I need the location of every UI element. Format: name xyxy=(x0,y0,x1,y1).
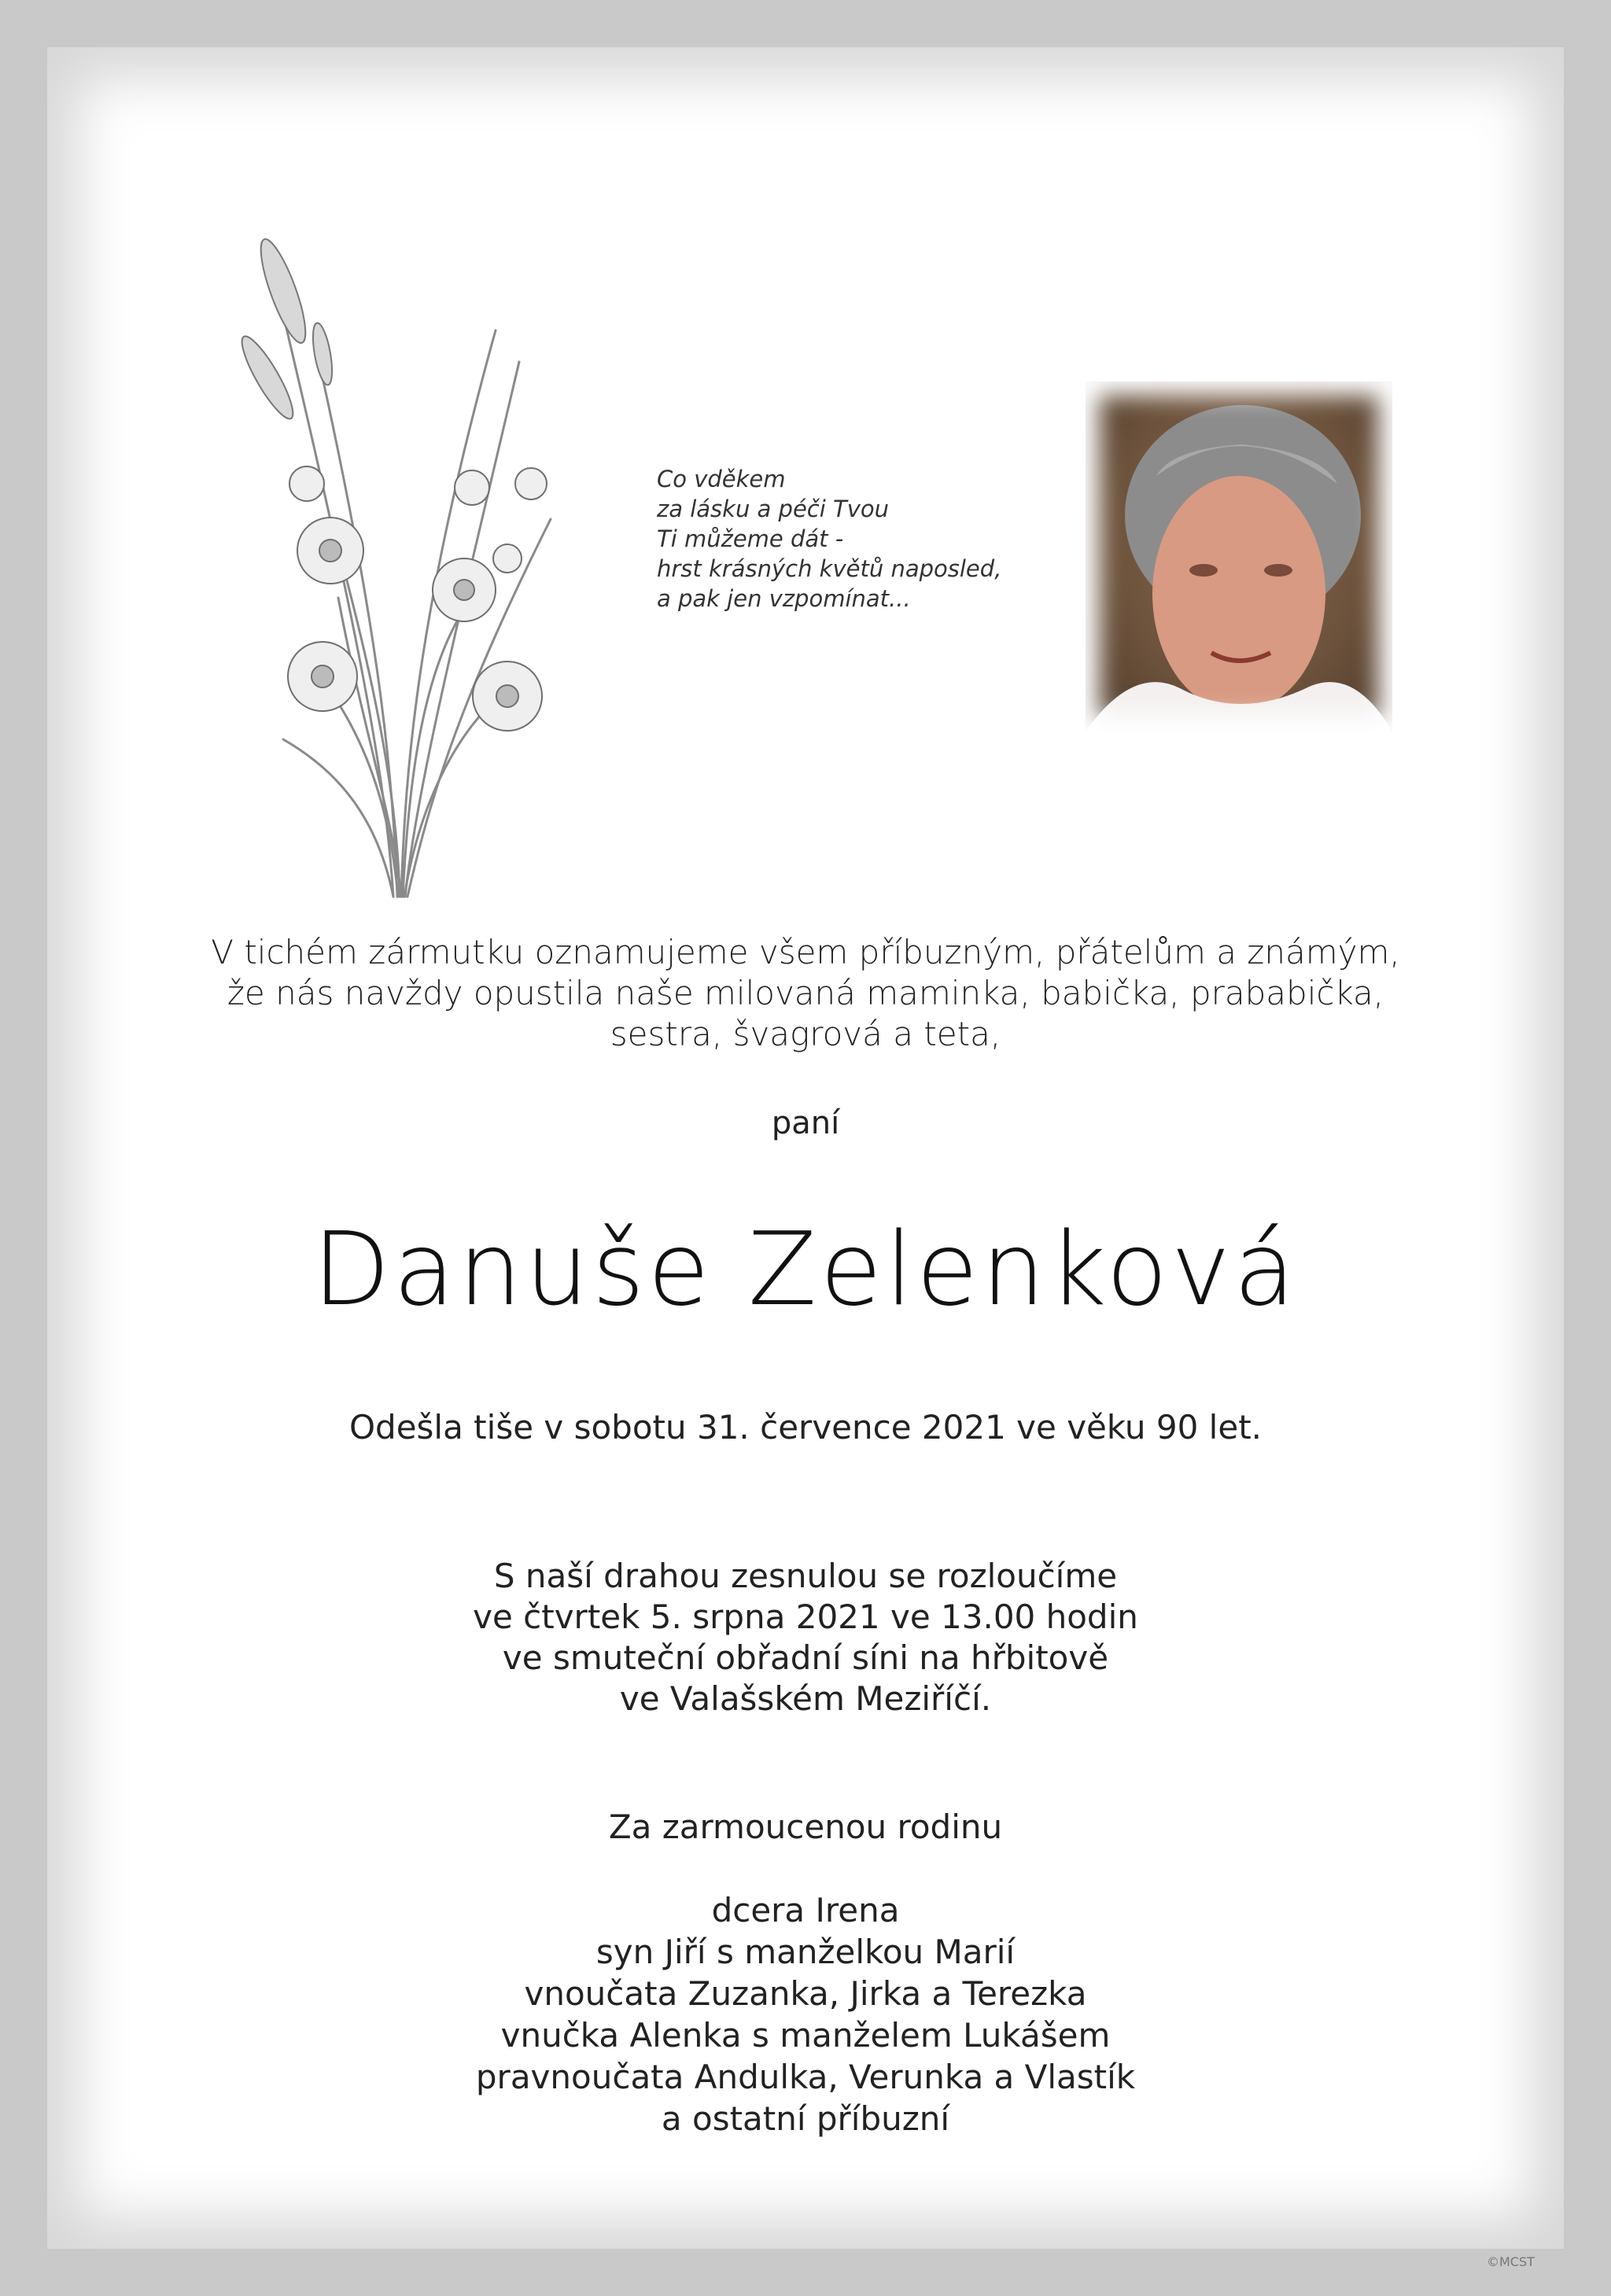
honorific: paní xyxy=(771,1105,840,1141)
verse-line: Ti můžeme dát - xyxy=(657,525,844,552)
portrait-photo xyxy=(1086,381,1392,732)
death-note: Odešla tiše v sobotu 31. července 2021 ve věku 90 let. xyxy=(348,1408,1263,1447)
verse-line: hrst krásných květů naposled, xyxy=(657,555,1002,582)
deceased-name: Danuše Zelenková xyxy=(312,1211,1299,1329)
family-list xyxy=(0,1889,1611,2139)
copyright-mark: ©MCST xyxy=(1487,2254,1535,2269)
family-member: vnoučata Zuzanka, Jirka a Terezka xyxy=(524,1974,1087,2013)
family-member: pravnoučata Andulka, Verunka a Vlastík xyxy=(475,2058,1136,2096)
announcement xyxy=(0,932,1611,1055)
family-member: vnučka Alenka s manželem Lukášem xyxy=(500,2016,1111,2055)
verse-line: za lásku a péči Tvou xyxy=(657,496,889,522)
farewell-details xyxy=(0,1556,1611,1719)
farewell-line: ve čtvrtek 5. srpna 2021 ve 13.00 hodin xyxy=(473,1598,1138,1636)
farewell-line: S naší drahou zesnulou se rozloučíme xyxy=(493,1557,1118,1595)
verse-line: Co vděkem xyxy=(657,466,786,492)
verse-line: a pak jen vzpomínat... xyxy=(657,585,911,612)
farewell-line: ve Valašském Meziříčí. xyxy=(619,1679,992,1718)
verse xyxy=(657,464,1001,614)
announcement-line: že nás navždy opustila naše milovaná maminka, babička, prababička, xyxy=(227,974,1384,1012)
flower-bouquet-icon xyxy=(236,220,582,905)
announcement-line: V tichém zármutku oznamujeme všem příbuzným, přátelům a známým, xyxy=(211,933,1400,971)
family-member: dcera Irena xyxy=(711,1891,900,1929)
family-heading: Za zarmoucenou rodinu xyxy=(608,1808,1003,1846)
family-member: a ostatní příbuzní xyxy=(661,2099,950,2138)
family-member: syn Jiří s manželkou Marií xyxy=(595,1933,1016,1971)
announcement-line: sestra, švagrová a teta, xyxy=(610,1015,1001,1053)
farewell-line: ve smuteční obřadní síni na hřbitově xyxy=(502,1638,1109,1677)
